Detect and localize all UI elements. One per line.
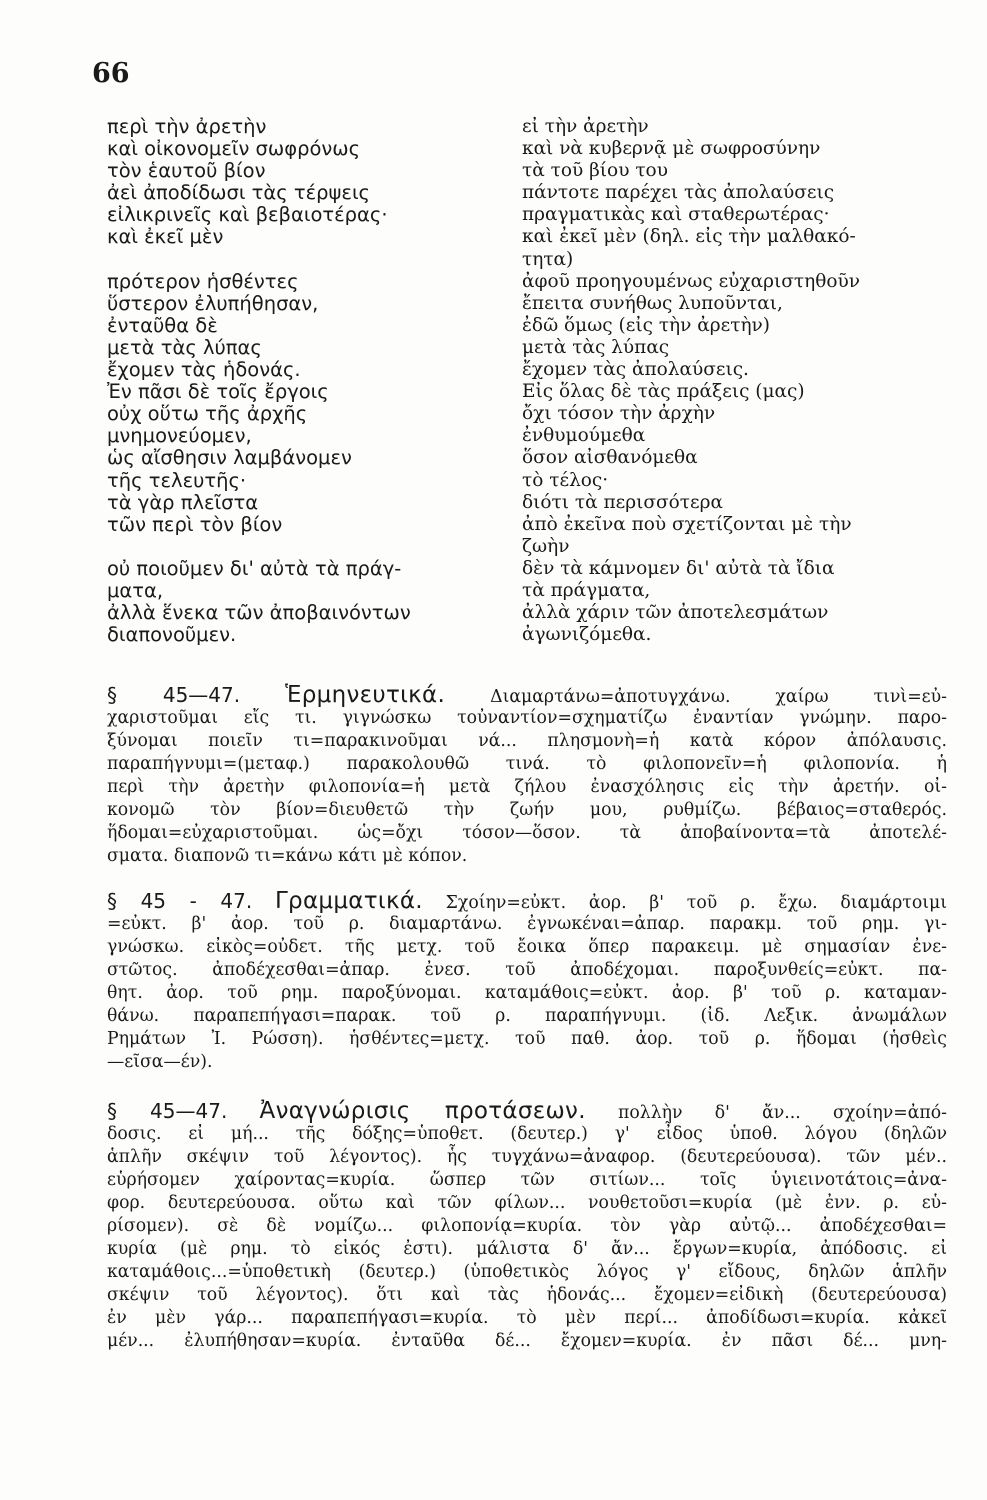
- text-line: τὸν ἑαυτοῦ βίον: [107, 159, 266, 183]
- text-line: Ἐν πᾶσι δὲ τοῖς ἔργοις: [107, 380, 329, 404]
- section-line: [107, 1100, 947, 1123]
- text-line: ἀγωνιζόμεθα.: [522, 624, 652, 646]
- section-anagnorisis-protaseon: [107, 1100, 947, 1353]
- text-line: ἀλλὰ χάριν τῶν ἀποτελεσμάτων: [522, 602, 829, 624]
- section-number: § 45 - 47.: [107, 889, 253, 913]
- section-line: γνώσκω. εἰκὸς=οὐδετ. τῆς μετχ. τοῦ ἔοικα ὅπερ παρακειμ. μὲ σημασίαν ἐνε-: [107, 937, 947, 957]
- text-line: ἔχομεν τὰς ἡδονάς.: [107, 358, 301, 382]
- text-line: οὐ ποιοῦμεν δι' αὐτὰ τὰ πράγ-: [107, 556, 402, 580]
- text-line: [107, 249, 502, 271]
- text-line: ἐνθυμούμεθα: [522, 425, 646, 447]
- section-line: θητ. ἀορ. τοῦ ρημ. παροξύνομαι. καταμάθοις=εὐκτ. ἀορ. β' τοῦ ρ. καταμαν-: [107, 983, 947, 1003]
- section-heading: Ἀναγνώρισις προτάσεων.: [259, 1098, 586, 1124]
- section-line: μέν... ἐλυπήθησαν=κυρία. ἐνταῦθα δέ... ἔχομεν=κυρία. ἐν πᾶσι δέ... μνη-: [107, 1331, 947, 1351]
- section-line: χαριστοῦμαι εἴς τι. γιγνώσκω τοὐναντίον=σχηματίζω ἐναντίαν γνώμην. παρο-: [107, 708, 947, 728]
- section-heading: Ἑρμηνευτικά.: [285, 682, 446, 708]
- section-line: ρίσομεν). σὲ δὲ νομίζω... φιλοπονίᾳ=κυρία. τὸν γὰρ αὐτῷ... ἀποδέχεσθαι=: [107, 1216, 947, 1236]
- text-line: ὡς αἴσθησιν λαμβάνομεν: [107, 446, 352, 470]
- section-line: [107, 684, 947, 707]
- text-line: δὲν τὰ κάμνομεν δι' αὐτὰ τὰ ἴδια: [522, 557, 835, 579]
- text-line: ἔχομεν τὰς ἀπολαύσεις.: [522, 359, 749, 381]
- section-text: Διαμαρτάνω=ἀποτυγχάνω. χαίρω τινὶ=εὐ-: [490, 687, 947, 707]
- text-line: περὶ τὴν ἀρετὴν: [107, 115, 267, 138]
- text-line: καὶ νὰ κυβερνᾷ μὲ σωφροσύνην: [522, 138, 821, 160]
- section-line: σματα. διαπονῶ τι=κάνω κάτι μὲ κόπον.: [107, 846, 468, 866]
- text-line: πρότερον ἡσθέντες: [107, 269, 299, 293]
- section-text: πολλὴν δ' ἄν... σχοίην=ἀπό-: [618, 1103, 947, 1123]
- text-line: εἰλικρινεῖς καὶ βεβαιοτέρας·: [107, 203, 388, 227]
- ancient-greek-text-column: [107, 116, 502, 646]
- section-number: § 45—47.: [107, 1099, 228, 1123]
- section-line: περὶ τὴν ἀρετὴν φιλοπονία=ἡ μετὰ ζήλου ἐνασχόλησις εἰς τὴν ἀρετήν. οἰ-: [107, 777, 947, 797]
- text-line: πραγματικὰς καὶ σταθερωτέρας·: [522, 204, 830, 226]
- section-line: κυρία (μὲ ρημ. τὸ εἰκός ἐστι). μάλιστα δ' ἄν... ἔργων=κυρία, ἀπόδοσις. εἰ: [107, 1239, 947, 1259]
- text-line: ἐνταῦθα δὲ: [107, 313, 218, 337]
- section-line: ἁπλῆν σκέψιν τοῦ λέγοντος). ἧς τυγχάνω=ἀναφορ. (δευτερεύουσα). τῶν μέν..: [107, 1147, 947, 1167]
- section-line: [107, 890, 947, 913]
- text-line: [107, 536, 502, 558]
- section-heading: Γραμματικά.: [274, 888, 423, 914]
- section-line: =εὐκτ. β' ἀορ. τοῦ ρ. διαμαρτάνω. ἐγνωκέναι=ἀπαρ. παρακμ. τοῦ ρημ. γι-: [107, 914, 947, 934]
- text-line: τὰ γὰρ πλεῖστα: [107, 490, 259, 514]
- section-line: φορ. δευτερεύουσα. οὕτω καὶ τῶν φίλων... νουθετοῦσι=κυρία (μὲ ἐνν. ρ. εὑ-: [107, 1193, 947, 1213]
- section-line: δοσις. εἰ μή... τῆς δόξης=ὑποθετ. (δευτερ.) γ' εἶδος ὑποθ. λόγου (δηλῶν: [107, 1124, 947, 1144]
- text-line: ὄχι τόσον τὴν ἀρχὴν: [522, 403, 716, 425]
- text-line: μετὰ τὰς λύπας: [522, 336, 670, 358]
- text-line: διαπονοῦμεν.: [107, 623, 237, 647]
- section-line: ξύνομαι ποιεῖν τι=παρακινοῦμαι νά... πλησμονὴ=ἡ κατὰ κόρον ἀπόλαυσις.: [107, 731, 947, 751]
- section-line: εὑρήσομεν χαίροντας=κυρία. ὥσπερ τῶν σιτίων... τοῖς ὑγιεινοτάτοις=ἀνα-: [107, 1170, 947, 1190]
- section-number: § 45—47.: [107, 683, 241, 707]
- text-line: ὕστερον ἐλυπήθησαν,: [107, 291, 319, 315]
- section-line: θάνω. παραπεπήγασι=παρακ. τοῦ ρ. παραπήγνυμι. (ἰδ. Λεξικ. ἀνωμάλων: [107, 1006, 947, 1026]
- text-line: καὶ οἰκονομεῖν σωφρόνως: [107, 137, 361, 161]
- section-grammatika: [107, 890, 947, 1074]
- section-line: σκέψιν τοῦ λέγοντος). ὅτι καὶ τὰς ἡδονάς... ἔχομεν=εἰδικὴ (δευτερεύουσα): [107, 1285, 947, 1305]
- text-line: ἔπειτα συνήθως λυποῦνται,: [522, 292, 783, 314]
- section-hermeneutika: [107, 684, 947, 868]
- text-line: διότι τὰ περισσότερα: [522, 491, 723, 513]
- section-line: στῶτος. ἀποδέχεσθαι=ἀπαρ. ἐνεσ. τοῦ ἀποδέχομαι. παροξυνθείς=εὐκτ. πα-: [107, 960, 947, 980]
- text-line: εἰ τὴν ἀρετὴν: [522, 116, 649, 137]
- page-number: 66: [92, 58, 130, 89]
- text-line: ματα,: [107, 578, 164, 602]
- section-line: Ρημάτων Ἰ. Ρώσση). ἡσθέντες=μετχ. τοῦ παθ. ἀορ. τοῦ ρ. ἥδομαι (ἡσθεὶς: [107, 1029, 947, 1049]
- modern-greek-translation-column: [522, 116, 912, 646]
- section-line: ἐν μὲν γάρ... παραπεπήγασι=κυρία. τὸ μὲν περί... ἀποδίδωσι=κυρία. κἀκεῖ: [107, 1308, 947, 1328]
- text-line: καὶ ἐκεῖ μὲν (δηλ. εἰς τὴν μαλθακό-: [522, 226, 856, 248]
- text-line: πάντοτε παρέχει τὰς ἀπολαύσεις: [522, 182, 835, 204]
- section-line: καταμάθοις...=ὑποθετικὴ (δευτερ.) (ὑποθετικὸς λόγος γ' εἴδους, δηλῶν ἁπλῆν: [107, 1262, 947, 1282]
- text-line: ἀλλὰ ἕνεκα τῶν ἀποβαινόντων: [107, 601, 411, 625]
- text-line: καὶ ἐκεῖ μὲν: [107, 225, 224, 249]
- text-line: ζωὴν: [522, 535, 570, 557]
- text-line: ὅσον αἰσθανόμεθα: [522, 447, 698, 469]
- text-line: ἀφοῦ προηγουμένως εὐχαριστηθοῦν: [522, 270, 860, 292]
- text-line: τὰ πράγματα,: [522, 579, 651, 601]
- section-line: —εῖσα—έν).: [107, 1052, 213, 1072]
- text-line: Εἰς ὅλας δὲ τὰς πράξεις (μας): [522, 381, 805, 403]
- section-line: παραπήγνυμι=(μεταφ.) παρακολουθῶ τινά. τὸ φιλοπονεῖν=ἡ φιλοπονία. ἡ: [107, 754, 947, 774]
- section-line: ἥδομαι=εὐχαριστοῦμαι. ὡς=ὄχι τόσον—ὅσον. τὰ ἀποβαίνοντα=τὰ ἀποτελέ-: [107, 823, 947, 843]
- section-line: κονομῶ τὸν βίον=διευθετῶ τὴν ζωήν μου, ρυθμίζω. βέβαιος=σταθερός.: [107, 800, 947, 820]
- text-line: ἀπὸ ἐκεῖνα ποὺ σχετίζονται μὲ τὴν: [522, 513, 852, 535]
- text-line: τὰ τοῦ βίου του: [522, 160, 668, 182]
- text-line: μνημονεύομεν,: [107, 424, 252, 448]
- text-line: τῆς τελευτῆς·: [107, 468, 247, 492]
- text-line: τὸ τέλος·: [522, 469, 609, 491]
- text-line: μετὰ τὰς λύπας: [107, 335, 262, 359]
- text-line: τῶν περὶ τὸν βίον: [107, 512, 283, 536]
- section-text: Σχοίην=εὐκτ. ἀορ. β' τοῦ ρ. ἔχω. διαμάρτοιμι: [445, 893, 948, 913]
- text-line: οὐχ οὕτω τῆς ἀρχῆς: [107, 402, 308, 426]
- text-line: ἐδῶ ὅμως (εἰς τὴν ἀρετὴν): [522, 314, 770, 336]
- text-line: ἀεὶ ἀποδίδωσι τὰς τέρψεις: [107, 181, 371, 205]
- text-line: τητα): [522, 248, 574, 270]
